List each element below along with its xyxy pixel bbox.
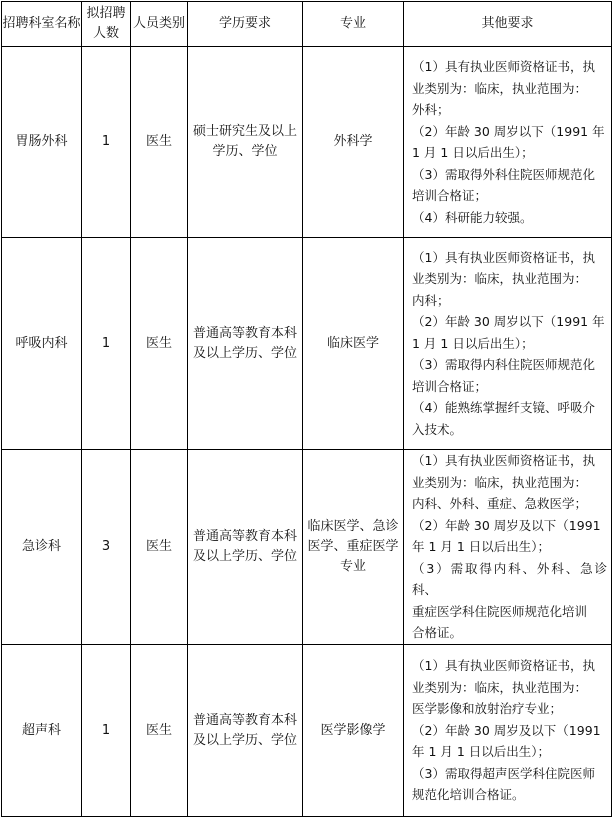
requirement-line: （2）年龄 30 周岁以下（1991 年	[412, 123, 605, 139]
requirements-cell	[404, 450, 612, 645]
requirement-line: 业类别为：临床，执业范围为：	[412, 271, 588, 287]
requirement-line: 年 1 月 1 日以后出生）；	[412, 539, 551, 555]
requirements-cell	[404, 47, 612, 238]
education-text: 普通高等教育本科及以上学历、学位	[192, 529, 297, 564]
header-count: 拟招聘人数	[82, 2, 131, 47]
table-row	[2, 450, 612, 645]
department-cell: 急诊科	[2, 450, 82, 645]
requirement-line: 内科、外科、重症、急救医学；	[412, 496, 588, 512]
requirement-line: 培训合格证；	[412, 378, 488, 394]
requirement-line: 内科；	[412, 292, 450, 308]
requirement-line: （3）需取得内科、外科、急诊科、	[412, 560, 607, 598]
major-cell	[303, 47, 404, 238]
requirement-line: （2）年龄 30 周岁及以下（1991	[412, 517, 601, 533]
requirement-line: 业类别为：临床，执业范围为：	[412, 679, 588, 695]
requirement-line: （3）需取得超声医学科住院医师	[412, 765, 595, 781]
table-header-row	[2, 2, 612, 47]
major-cell	[303, 238, 404, 450]
department-cell: 胃肠外科	[2, 47, 82, 238]
requirement-line: 1 月 1 日以后出生）；	[412, 145, 534, 160]
major-cell	[303, 645, 404, 817]
requirement-line: （3）需取得外科住院医师规范化	[412, 166, 595, 182]
requirement-line: （4）科研能力较强。	[412, 209, 533, 225]
header-education: 学历要求	[188, 2, 303, 47]
requirement-line: （3）需取得内科住院医师规范化	[412, 357, 595, 373]
requirement-line: （1）具有执业医师资格证书，执	[412, 59, 595, 74]
requirement-line: 培训合格证；	[412, 188, 488, 203]
header-category: 人员类别	[131, 2, 188, 47]
requirement-line: 规范化培训合格证。	[412, 787, 525, 803]
recruitment-table	[1, 1, 612, 817]
education-text: 硕士研究生及以上学历、学位	[192, 124, 297, 159]
table-row	[2, 47, 612, 238]
count-cell: 1	[82, 645, 131, 817]
education-cell	[188, 47, 303, 238]
requirements-cell	[404, 238, 612, 450]
requirement-line: 重症医学科住院医师规范化培训	[412, 603, 588, 619]
education-text: 普通高等教育本科及以上学历、学位	[192, 712, 297, 748]
category-cell: 医生	[131, 238, 188, 450]
education-cell	[188, 450, 303, 645]
requirement-line: （1）具有执业医师资格证书，执	[412, 658, 595, 674]
category-cell: 医生	[131, 450, 188, 645]
requirement-line: （2）年龄 30 周岁及以下（1991	[412, 722, 601, 738]
requirement-line: 业类别为：临床，执业范围为：	[412, 474, 588, 490]
requirements-cell	[404, 645, 612, 817]
requirement-line: （2）年龄 30 周岁以下（1991 年	[412, 314, 605, 330]
education-cell	[188, 645, 303, 817]
education-text: 普通高等教育本科及以上学历、学位	[192, 325, 297, 361]
requirement-line: 年 1 月 1 日以后出生）；	[412, 744, 551, 760]
major-text: 外科学	[333, 134, 373, 149]
category-cell: 医生	[131, 645, 188, 817]
requirement-line: 业类别为：临床，执业范围为：	[412, 80, 588, 96]
major-text: 医学影像学	[320, 722, 386, 738]
education-cell	[188, 238, 303, 450]
category-cell: 医生	[131, 47, 188, 238]
department-cell: 呼吸内科	[2, 238, 82, 450]
requirement-line: （4）能熟练掌握纤支镜、呼吸介	[412, 400, 595, 416]
requirement-line: （1）具有执业医师资格证书，执	[412, 453, 595, 469]
header-other-requirements: 其他要求	[404, 2, 612, 47]
requirement-line: 1 月 1 日以后出生）；	[412, 335, 534, 351]
requirement-line: 外科；	[412, 102, 450, 117]
requirement-line: 合格证。	[412, 625, 463, 641]
major-cell	[303, 450, 404, 645]
table-row	[2, 238, 612, 450]
header-major: 专业	[303, 2, 404, 47]
requirement-line: （1）具有执业医师资格证书，执	[412, 249, 595, 265]
table-row	[2, 645, 612, 817]
header-department: 招聘科室名称	[2, 2, 82, 47]
count-cell: 1	[82, 47, 131, 238]
major-text: 临床医学	[326, 335, 379, 351]
major-text: 临床医学、急诊医学、重症医学专业	[307, 519, 399, 574]
count-cell: 3	[82, 450, 131, 645]
department-cell: 超声科	[2, 645, 82, 817]
requirement-line: 入技术。	[412, 421, 463, 437]
count-cell: 1	[82, 238, 131, 450]
requirement-line: 医学影像和放射治疗专业；	[412, 701, 563, 717]
